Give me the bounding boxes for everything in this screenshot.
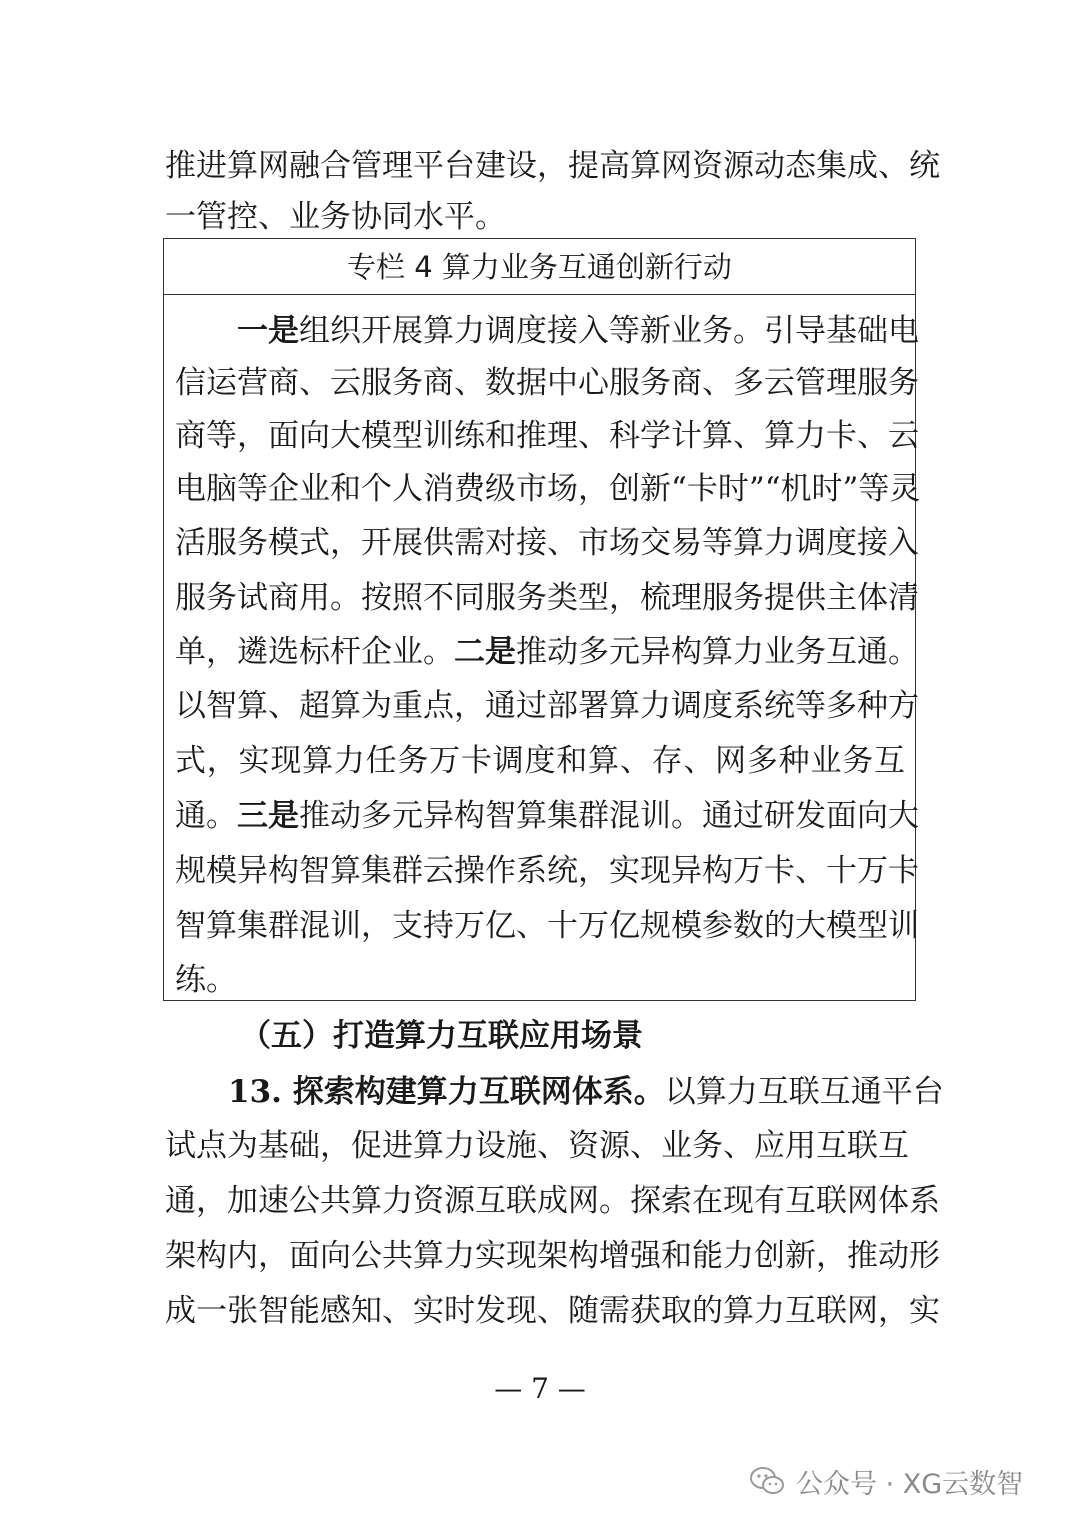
emphasis-label: 三是 xyxy=(237,798,299,834)
box-text-line: 以智算、超算为重点，通过部署算力调度系统等多种方 xyxy=(175,688,919,724)
section-heading: （五）打造算力互联应用场景 xyxy=(240,1018,643,1054)
emphasis-label: 一是 xyxy=(237,313,299,349)
box-text: 推动多元异构智算集群混训。通过研发面向大 xyxy=(299,798,919,834)
box-text-line: 规模异构智算集群云操作系统，实现异构万卡、十万卡 xyxy=(175,853,919,889)
watermark xyxy=(750,1461,1023,1501)
watermark-text: 公众号 · XG云数智 xyxy=(796,1468,1024,1500)
box-text-line xyxy=(175,632,919,672)
wechat-icon xyxy=(750,1466,784,1496)
box-text: 推动多元异构算力业务互通。 xyxy=(516,634,919,670)
item-heading: 13. 探索构建算力互联网体系。 xyxy=(228,1074,665,1110)
box-text-line: 服务试商用。按照不同服务类型，梳理服务提供主体清 xyxy=(175,580,919,616)
box-text-line xyxy=(237,311,919,351)
body-text-line: 架构内，面向公共算力实现架构增强和能力创新，推动形 xyxy=(165,1238,940,1274)
body-text-line: 通，加速公共算力资源互联成网。探索在现有互联网体系 xyxy=(165,1183,940,1219)
emphasis-label: 二是 xyxy=(454,634,516,670)
body-text-line: 试点为基础，促进算力设施、资源、业务、应用互联互 xyxy=(165,1128,909,1164)
body-text-line: 推进算网融合管理平台建设，提高算网资源动态集成、统 xyxy=(165,148,940,184)
box-text: 单，遴选标杆企业。 xyxy=(175,634,454,670)
box-text-line xyxy=(175,796,919,836)
box-text-line: 商等，面向大模型训练和推理、科学计算、算力卡、云 xyxy=(175,418,919,454)
box-text-line: 式，实现算力任务万卡调度和算、存、网多种业务互 xyxy=(175,743,905,779)
body-text-line xyxy=(228,1072,944,1112)
body-text-line: 一管控、业务协同水平。 xyxy=(165,199,506,235)
box-text-line: 电脑等企业和个人消费级市场，创新“卡时”“机时”等灵 xyxy=(175,471,921,507)
box-text: 通。 xyxy=(175,798,237,834)
box-text: 组织开展算力调度接入等新业务。引导基础电 xyxy=(299,313,919,349)
box-text-line: 智算集群混训，支持万亿、十万亿规模参数的大模型训 xyxy=(175,908,919,944)
box-text-line: 活服务模式，开展供需对接、市场交易等算力调度接入 xyxy=(175,525,919,561)
body-text-line: 成一张智能感知、实时发现、随需获取的算力互联网，实 xyxy=(165,1293,940,1329)
box-text-line: 信运营商、云服务商、数据中心服务商、多云管理服务 xyxy=(175,365,919,401)
special-column-title: 专栏 4 算力业务互通创新行动 xyxy=(164,239,915,295)
body-text: 以算力互联互通平台 xyxy=(664,1074,944,1110)
box-text-line: 练。 xyxy=(175,962,237,998)
page-number: — 7 — xyxy=(494,1372,586,1405)
